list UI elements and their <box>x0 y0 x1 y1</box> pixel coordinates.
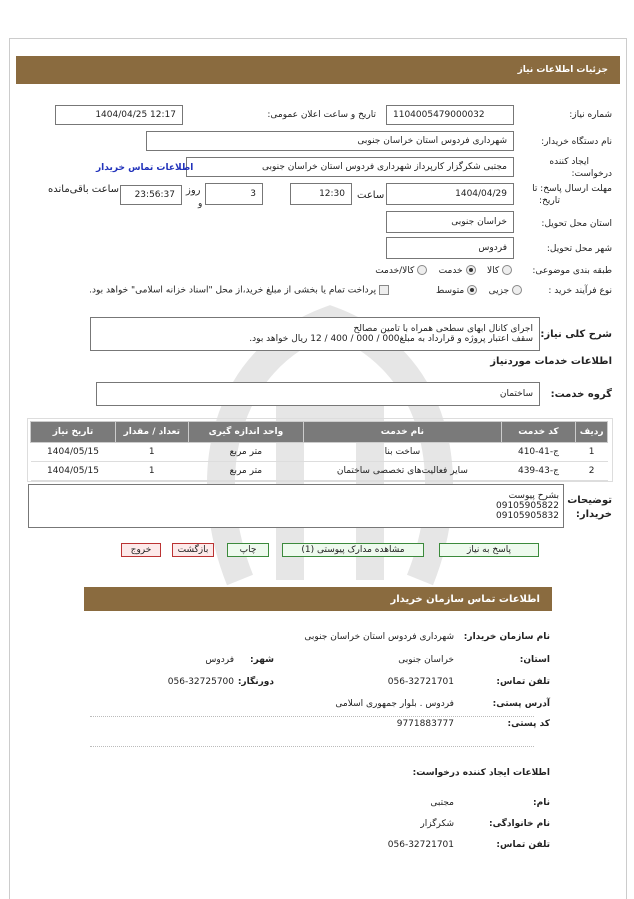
creator-family-label: نام خانوادگی: <box>488 819 550 829</box>
contact-fax-label: دورنگار: <box>237 677 274 687</box>
divider <box>90 716 534 717</box>
description-box <box>90 317 540 351</box>
province-field[interactable]: خراسان جنوبی <box>386 211 514 233</box>
creator-phone-label: تلفن تماس: <box>496 840 550 850</box>
province-label: استان محل تحویل: <box>541 219 612 229</box>
radio-icon <box>512 285 522 295</box>
days-field[interactable]: 3 <box>205 183 263 205</box>
contact-info-link[interactable]: اطلاعات تماس خریدار <box>96 163 194 173</box>
description-line-2: سقف اعتبار پروژه و قرارداد به مبلغ000 / 000 / 400 / 12 ریال خواهد بود. <box>249 334 533 344</box>
category-radio-both[interactable]: کالا/خدمت <box>375 266 427 276</box>
description-label: شرح کلی نیاز: <box>540 329 612 340</box>
contact-org-label: نام سازمان خریدار: <box>463 632 550 642</box>
radio-icon <box>417 265 427 275</box>
need-number-field[interactable]: 1104005479000032 <box>386 105 514 125</box>
need-number-label: شماره نیاز: <box>569 110 612 120</box>
services-table <box>30 421 608 481</box>
col-code: کد خدمت <box>501 422 576 443</box>
buyer-notes-label: توضیحات <box>567 495 612 506</box>
contact-postal: 9771883777 <box>396 719 454 729</box>
buyer-notes-line-2: 09105905822 <box>496 501 559 511</box>
contact-phone-label: تلفن تماس: <box>496 677 550 687</box>
category-label: طبقه بندی موضوعی: <box>532 266 612 276</box>
creator-phone: 056-32721701 <box>387 840 454 850</box>
table-row: 2 ج-43-439 سایر فعالیت‌های تخصصی ساختمان متر مربع 1 1404/05/15 <box>31 462 608 481</box>
process-radio-minor[interactable]: جزیی <box>489 286 522 296</box>
announce-field[interactable]: 1404/04/25 12:17 <box>55 105 183 125</box>
page-header <box>16 56 620 84</box>
service-group-field: ساختمان <box>96 382 540 406</box>
process-radio-medium[interactable]: متوسط <box>436 286 477 296</box>
contact-title: اطلاعات تماس سازمان خریدار <box>390 593 540 605</box>
category-radio-group <box>375 265 512 276</box>
description-line-1: اجرای کانال ابهای سطحی همراه با تامین مصالح <box>353 324 533 334</box>
service-group-label: گروه خدمت: <box>550 389 612 400</box>
deadline-label-2: تاریخ: <box>539 196 560 206</box>
contact-province-label: استان: <box>519 655 550 665</box>
remaining-time-field[interactable]: 23:56:37 <box>120 185 182 205</box>
deadline-time-field[interactable]: 12:30 <box>290 183 352 205</box>
contact-address-label: آدرس پستی: <box>492 699 550 709</box>
city-field[interactable]: فردوس <box>386 237 514 259</box>
contact-city: فردوس <box>205 655 234 665</box>
buyer-org-field[interactable]: شهرداری فردوس استان خراسان جنوبی <box>146 131 514 151</box>
payment-note: پرداخت تمام یا بخشی از مبلغ خرید،از محل "اسناد خزانه اسلامی" خواهد بود. <box>89 285 389 296</box>
services-section-title: اطلاعات خدمات موردنیاز <box>490 356 612 367</box>
payment-checkbox[interactable] <box>379 285 389 295</box>
divider <box>90 746 534 747</box>
contact-province: خراسان جنوبی <box>398 655 454 665</box>
buyer-org-label: نام دستگاه خریدار: <box>541 137 612 147</box>
creator-label-2: درخواست: <box>571 169 612 179</box>
table-header-row <box>31 422 608 443</box>
buyer-notes-label-2: خریدار: <box>575 509 612 520</box>
creator-name: مجتبی <box>430 798 454 808</box>
contact-phone: 056-32721701 <box>387 677 454 687</box>
contact-postal-label: کد پستی: <box>507 719 550 729</box>
col-row: ردیف <box>576 422 608 443</box>
buyer-notes-line-1: بشرح پیوست <box>508 491 559 501</box>
creator-family: شکرگزار <box>420 819 454 829</box>
days-label: روز <box>186 185 201 196</box>
city-label: شهر محل تحویل: <box>546 244 612 254</box>
back-button[interactable]: بازگشت <box>172 543 214 557</box>
radio-icon <box>502 265 512 275</box>
contact-fax: 056-32725700 <box>167 677 234 687</box>
contact-address: فردوس . بلوار جمهوری اسلامی <box>335 699 454 709</box>
deadline-label: مهلت ارسال پاسخ: تا <box>532 184 612 194</box>
col-qty: تعداد / مقدار <box>115 422 188 443</box>
contact-org: شهرداری فردوس استان خراسان جنوبی <box>304 632 454 642</box>
days-suffix: و <box>198 199 203 209</box>
buyer-notes-box <box>28 484 564 528</box>
creator-label: ایجاد کننده <box>549 157 589 167</box>
col-unit: واحد اندازه گیری <box>188 422 304 443</box>
buyer-notes-line-3: 09105905832 <box>496 511 559 521</box>
creator-name-label: نام: <box>533 798 550 808</box>
print-button[interactable]: چاپ <box>227 543 269 557</box>
creator-field[interactable]: مجتبی شکرگزار کارپرداز شهرداری فردوس استان خراسان جنوبی <box>186 157 514 177</box>
deadline-date-field[interactable]: 1404/04/29 <box>386 183 514 205</box>
reply-button[interactable]: پاسخ به نیاز <box>439 543 539 557</box>
page-title: جزئیات اطلاعات نیاز <box>517 65 608 75</box>
remaining-label: ساعت باقی‌مانده <box>48 184 120 195</box>
col-name: نام خدمت <box>304 422 501 443</box>
table-row: 1 ج-41-410 ساخت بنا متر مربع 1 1404/05/15 <box>31 443 608 462</box>
radio-selected-icon <box>467 285 477 295</box>
announce-label: تاریخ و ساعت اعلان عمومی: <box>267 110 376 120</box>
col-date: تاریخ نیاز <box>31 422 116 443</box>
radio-selected-icon <box>466 265 476 275</box>
category-radio-service[interactable]: خدمت <box>439 266 476 276</box>
exit-button[interactable]: خروج <box>121 543 161 557</box>
time-label: ساعت <box>357 190 385 201</box>
contact-header <box>84 587 552 611</box>
contact-city-label: شهر: <box>250 655 274 665</box>
category-radio-goods[interactable]: کالا <box>487 266 512 276</box>
process-radio-group <box>436 285 522 296</box>
creator-info-title: اطلاعات ایجاد کننده درخواست: <box>412 768 550 778</box>
process-label: نوع فرآیند خرید : <box>548 286 612 296</box>
view-attachments-button[interactable]: مشاهده مدارک پیوستی (1) <box>282 543 424 557</box>
